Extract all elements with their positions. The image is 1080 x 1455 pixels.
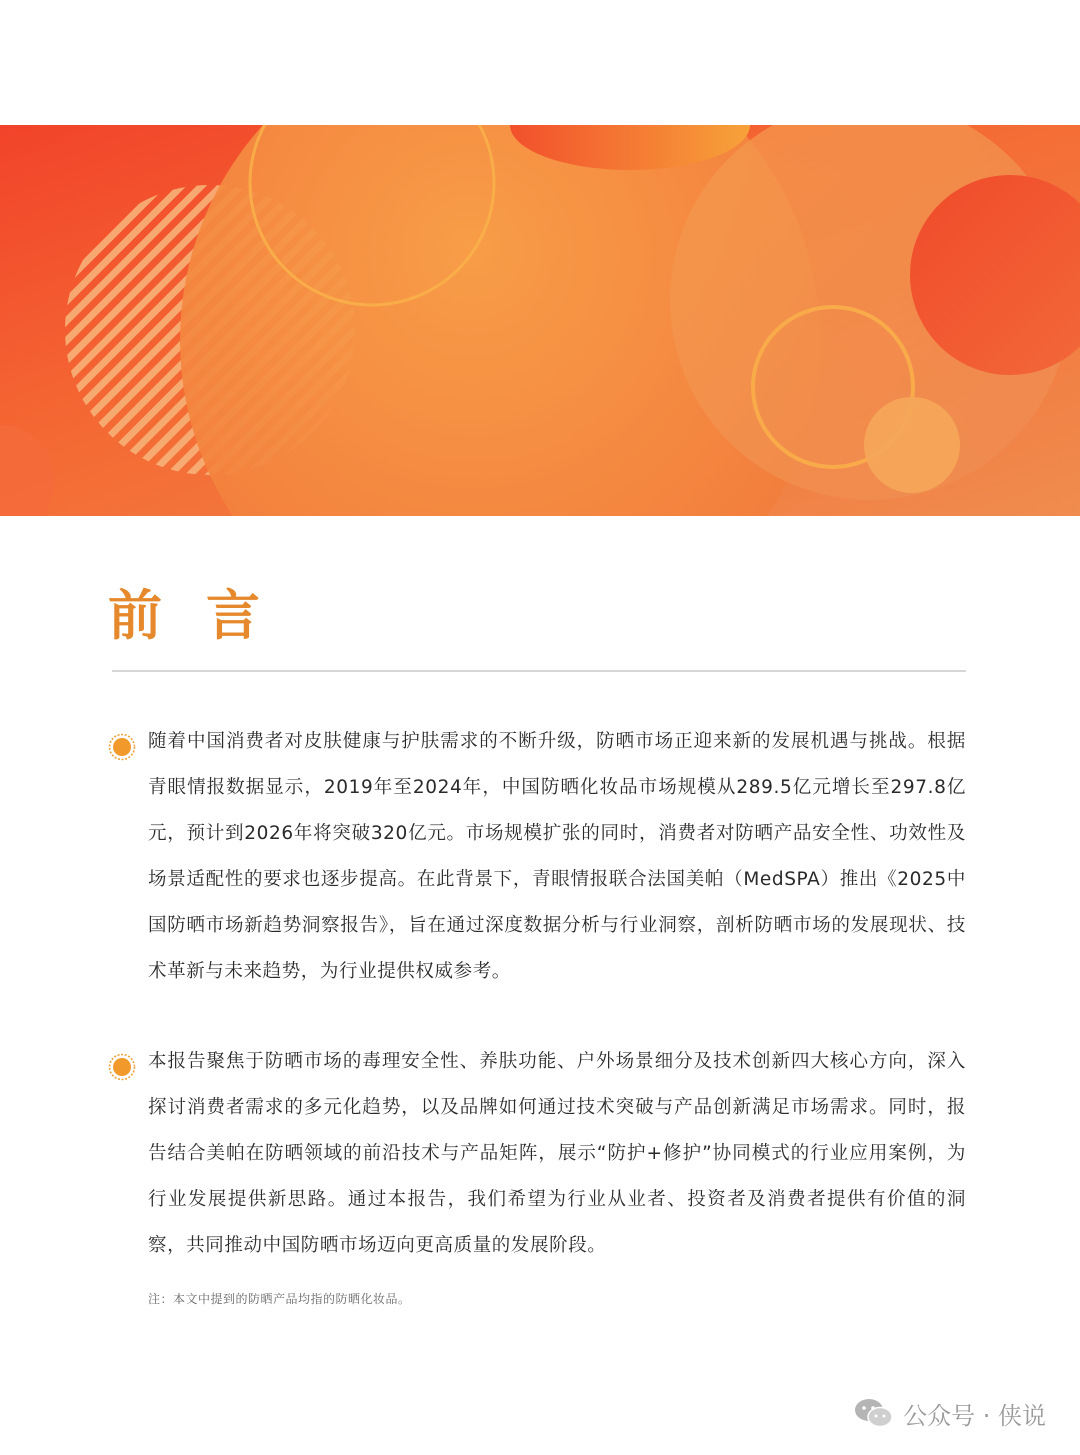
page-title: 前言 bbox=[108, 584, 304, 647]
header-banner bbox=[0, 125, 1080, 516]
paragraph-2 bbox=[108, 1039, 966, 1269]
wechat-icon bbox=[853, 1397, 895, 1429]
paragraph-2-text: 本报告聚焦于防晒市场的毒理安全性、养肤功能、户外场景细分及技术创新四大核心方向，深入探讨消费者需求的多元化趋势，以及品牌如何通过技术突破与产品创新满足市场需求。同时，报告结合美帕在防晒领域的前沿技术与产品矩阵，展示“防护+修护”协同模式的行业应用案例，为行业发展提供新思路。通过本报告，我们希望为行业从业者、投资者及消费者提供有价值的洞察，共同推动中国防晒市场迈向更高质量的发展阶段。 bbox=[148, 1051, 966, 1256]
footnote: 注：本文中提到的防晒产品均指的防晒化妆品。 bbox=[148, 1292, 411, 1306]
title-divider bbox=[112, 670, 966, 672]
paragraph-1 bbox=[108, 719, 966, 995]
sun-bullet-icon bbox=[108, 1053, 136, 1081]
paragraph-1-text: 随着中国消费者对皮肤健康与护肤需求的不断升级，防晒市场正迎来新的发展机遇与挑战。根据青眼情报数据显示，2019年至2024年，中国防晒化妆品市场规模从289.5亿元增长至297.8亿元，预计到2026年将突破320亿元。市场规模扩张的同时，消费者对防晒产品安全性、功效性及场景适配性的要求也逐步提高。在此背景下，青眼情报联合法国美帕（MedSPA）推出《2025中国防晒市场新趋势洞察报告》，旨在通过深度数据分析与行业洞察，剖析防晒市场的发展现状、技术革新与未来趋势，为行业提供权威参考。 bbox=[148, 731, 966, 982]
sun-bullet-icon bbox=[108, 733, 136, 761]
watermark-text: 公众号 · 侠说 bbox=[903, 1401, 1046, 1430]
watermark bbox=[853, 1393, 1046, 1433]
